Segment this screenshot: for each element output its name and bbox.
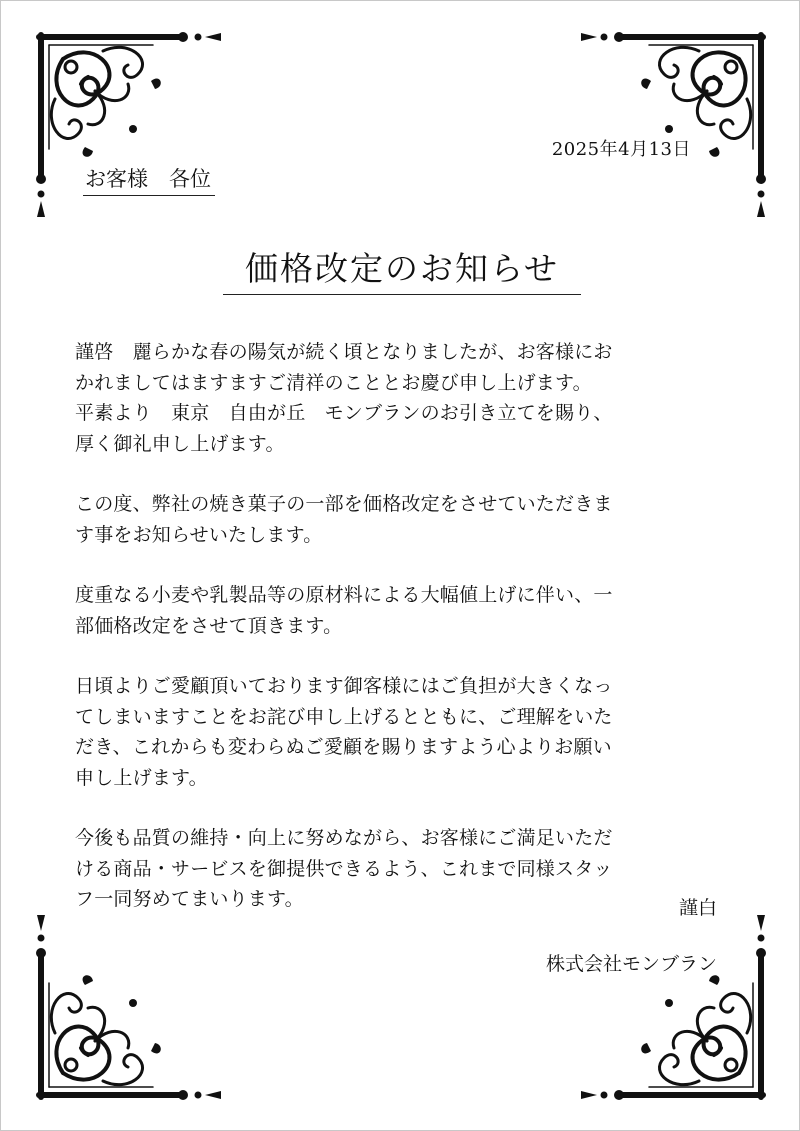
body-line: 申し上げます。 — [75, 766, 208, 789]
body-line: 日頃よりご愛顧頂いております御客様にはご負担が大きくなっ — [75, 675, 613, 697]
paragraph-commitment — [75, 823, 731, 915]
body-line: 度重なる小麦や乳製品等の原材料による大幅値上げに伴い、一 — [75, 584, 613, 606]
corner-ornament-bottom-left — [33, 913, 223, 1103]
body-line: 厚く御礼申し上げます。 — [75, 432, 285, 455]
corner-ornament-bottom-right — [579, 913, 769, 1103]
body-line: す事をお知らせいたします。 — [75, 523, 323, 546]
letter-body — [75, 337, 731, 915]
company-name: 株式会社モンブラン — [545, 953, 717, 975]
closing-word: 謹白 — [678, 897, 717, 919]
paragraph-apology — [75, 671, 731, 793]
letter-title: 価格改定のお知らせ — [223, 243, 581, 295]
body-line: 謹啓 麗らかな春の陽気が続く頃となりましたが、お客様にお — [75, 341, 613, 363]
body-line: 今後も品質の維持・向上に努めながら、お客様にご満足いただ — [75, 827, 613, 849]
body-line: かれましてはますますご清祥のこととお慶び申し上げます。 — [75, 371, 592, 394]
body-line: フ一同努めてまいります。 — [75, 888, 304, 910]
body-line: ける商品・サービスを御提供できるよう、これまで同様スタッ — [75, 857, 613, 880]
paragraph-announcement — [75, 489, 731, 550]
letter-date: 2025年4月13日 — [551, 139, 691, 160]
body-line: てしまいますことをお詫び申し上げるとともに、ご理解をいた — [75, 705, 613, 728]
paragraph-greeting — [75, 337, 731, 459]
body-line: だき、これからも変わらぬご愛顧を賜りますよう心よりお願い — [75, 736, 612, 758]
recipient-line: お客様 各位 — [83, 163, 215, 196]
body-line: この度、弊社の焼き菓子の一部を価格改定をさせていただきま — [75, 493, 613, 515]
body-line: 部価格改定をさせて頂きます。 — [75, 614, 343, 637]
body-line: 平素より 東京 自由が丘 モンブランのお引き立てを賜り、 — [75, 402, 613, 424]
corner-ornament-top-right — [579, 29, 769, 219]
paragraph-reason — [75, 580, 731, 641]
